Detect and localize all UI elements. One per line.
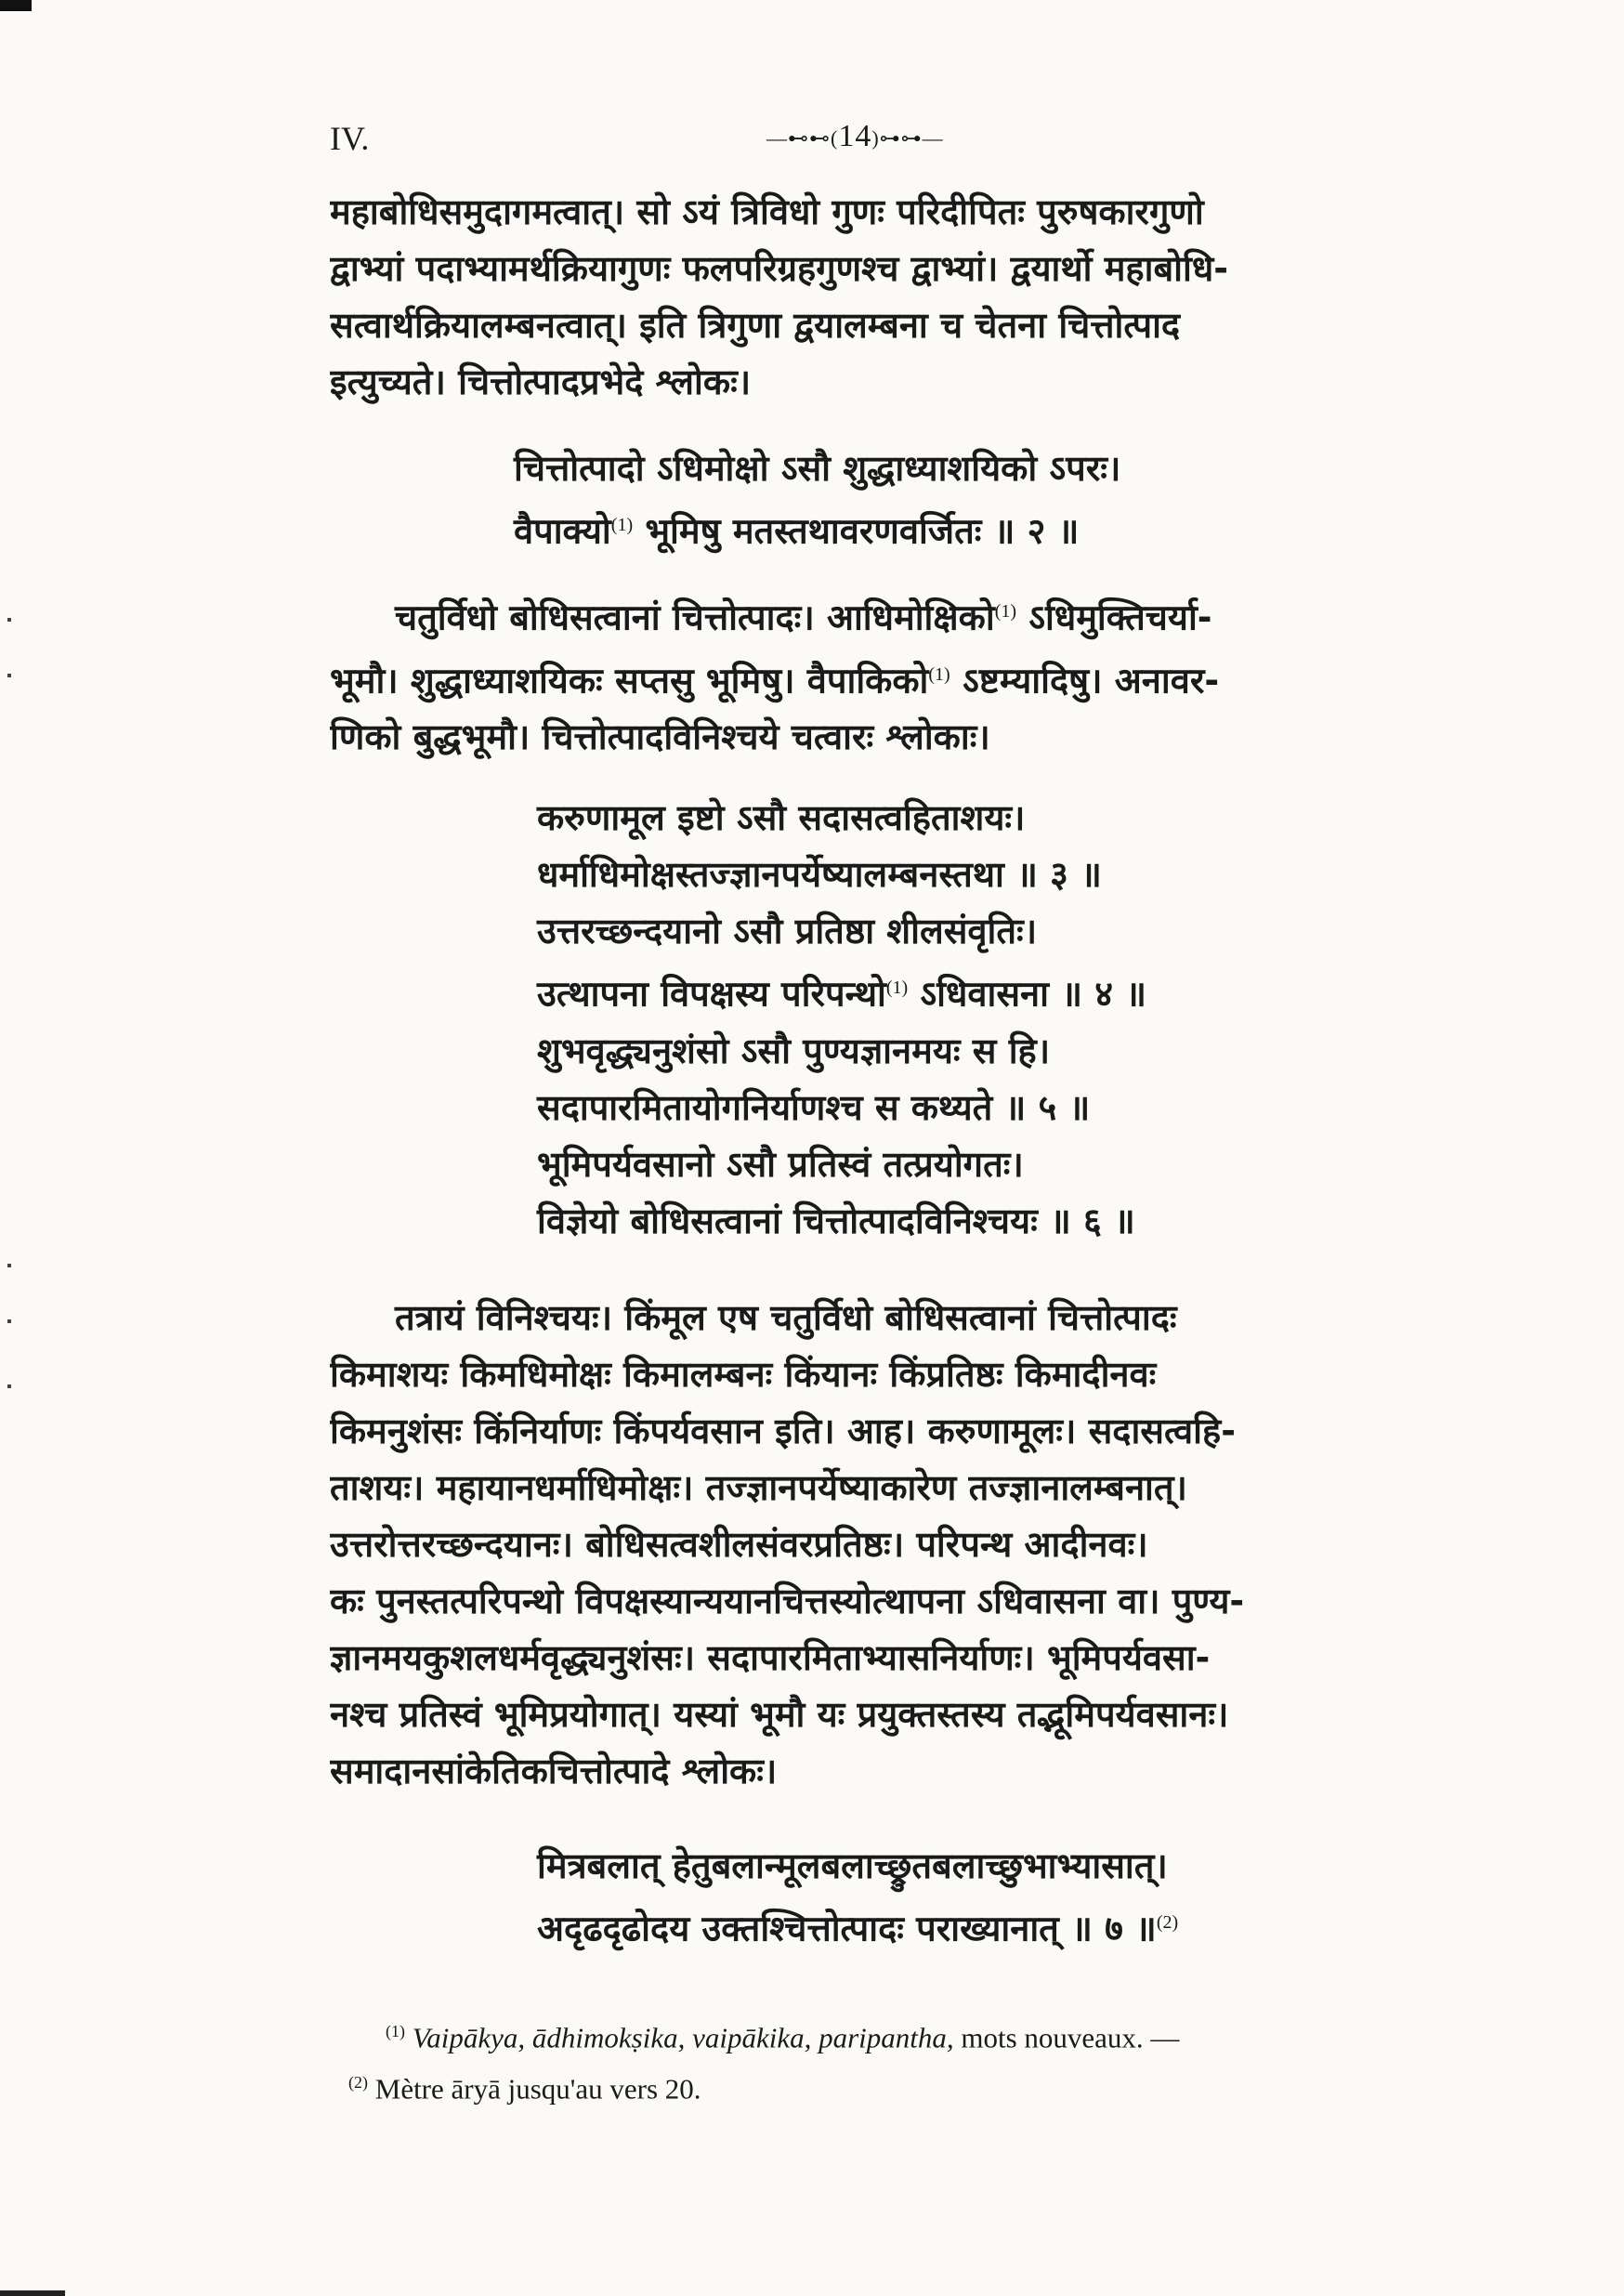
- footnote-ref: (1): [928, 663, 950, 685]
- text-line: नश्च प्रतिस्वं भूमिप्रयोगात्। यस्यां भूमौ यः प्रयुक्तस्तस्य तद्भूमिपर्यवसानः।: [330, 1694, 1229, 1735]
- footnote-ref: (2): [1156, 1912, 1179, 1933]
- footnotes: [348, 2009, 1463, 2112]
- verses-3-6: [537, 790, 1146, 1250]
- verse-text: वैपाक्यो: [514, 510, 611, 552]
- verse-7: [537, 1838, 1178, 1958]
- scan-edge-mark: [0, 2290, 65, 2296]
- ornament-right: )⊶⊶—: [871, 126, 944, 151]
- margin-speck: [7, 1319, 11, 1323]
- verse-text: भूमिषु मतस्तथावरणवर्जितः ॥ २ ॥: [633, 510, 1080, 552]
- footnote-marker: (2): [348, 2073, 368, 2093]
- paragraph-1: [330, 184, 1510, 411]
- margin-speck: [7, 1264, 11, 1267]
- verse-line: [537, 960, 1146, 1023]
- verse-line: करुणामूल इष्टो ऽसौ सदासत्वहिताशयः।: [537, 797, 1026, 838]
- verse-line: भूमिपर्यवसानो ऽसौ प्रतिस्वं तत्प्रयोगतः।: [537, 1143, 1024, 1185]
- verse-line: धर्माधिमोक्षस्तज्ज्ञानपर्येष्यालम्बनस्तथा ॥ ३ ॥: [537, 854, 1102, 895]
- text-line: तत्रायं विनिश्चयः। किंमूल एष चतुर्विधो बोधिसत्वानां चित्तोत्पादः: [395, 1297, 1177, 1338]
- footnote-text: Mètre āryā jusqu'au vers 20.: [368, 2072, 701, 2106]
- text-segment: भूमौ। शुद्धाध्याशयिकः सप्तसु भूमिषु। वैपाकिको: [330, 660, 929, 702]
- text-line: णिको बुद्धभूमौ। चित्तोत्पादविनिश्चये चत्वारः श्लोकाः।: [330, 716, 990, 758]
- paragraph-3: [330, 1290, 1510, 1800]
- verse-line: उत्तरच्छन्दयानो ऽसौ प्रतिष्ठा शीलसंवृतिः।: [537, 911, 1038, 951]
- verse-line: [537, 1895, 1178, 1958]
- text-line: महाबोधिसमुदागमत्वात्। सो ऽयं त्रिविधो गुणः परिदीपितः पुरुषकारगुणो: [330, 191, 1204, 232]
- text-line: द्वाभ्यां पदाभ्यामर्थक्रियागुणः फलपरिग्रहगुणश्च द्वाभ्यां। द्वयार्थो महाबोधि-: [330, 248, 1228, 289]
- text-line: उत्तरोत्तरच्छन्दयानः। बोधिसत्वशीलसंवरप्रतिष्ठः। परिपन्थ आदीनवः।: [330, 1524, 1148, 1565]
- text-segment: ऽष्टम्यादिषु। अनावर-: [950, 660, 1220, 702]
- text-segment: चतुर्विधो बोधिसत्वानां चित्तोत्पादः। आधिमोक्षिको: [395, 597, 995, 638]
- footnote-terms: Vaipākya, ādhimokṣika, vaipākika, paripantha,: [412, 2021, 954, 2054]
- scan-corner-mark: [0, 0, 32, 11]
- footnote-ref: (1): [994, 601, 1017, 622]
- page-header: [330, 119, 1296, 165]
- footnote-marker: (1): [386, 2022, 405, 2040]
- page-number: 14: [838, 119, 872, 153]
- verse-line: शुभवृद्ध्यनुशंसो ऽसौ पुण्यज्ञानमयः स हि।: [537, 1030, 1051, 1071]
- text-line: [330, 647, 1510, 710]
- text-line: समादानसांकेतिकचित्तोत्पादे श्लोकः।: [330, 1751, 778, 1791]
- verse-text: उत्थापना विपक्षस्य परिपन्थो: [537, 973, 886, 1015]
- footnote-text: mots nouveaux. —: [953, 2021, 1180, 2054]
- paragraph-2: [330, 584, 1510, 766]
- verse-line: [514, 497, 1120, 560]
- folio-signature: IV.: [330, 120, 370, 157]
- text-line: ताशयः। महायानधर्माधिमोक्षः। तज्ज्ञानपर्येष्याकारेण तज्ज्ञानालम्बनात्।: [330, 1467, 1187, 1508]
- footnote-ref: (1): [885, 977, 909, 998]
- text-line: सत्वार्थक्रियालम्बनत्वात्। इति त्रिगुणा द्वयालम्बना च चेतना चित्तोत्पाद: [330, 305, 1181, 346]
- text-line: ज्ञानमयकुशलधर्मवृद्ध्यनुशंसः। सदापारमिताभ्यासनिर्याणः। भूमिपर्यवसा-: [330, 1637, 1211, 1678]
- footnote-ref: (1): [610, 515, 634, 535]
- text-segment: ऽधिमुक्तिचर्या-: [1016, 597, 1212, 638]
- verse-line: चित्तोत्पादो ऽधिमोक्षो ऽसौ शुद्धाध्याशयिको ऽपरः।: [514, 448, 1121, 489]
- page-number-line: [766, 119, 944, 154]
- text-line: किमनुशंसः किंनिर्याणः किंपर्यवसान इति। आह। करुणामूलः। सदासत्वहि-: [330, 1410, 1236, 1451]
- verse-text: ऽधिवासना ॥ ४ ॥: [908, 973, 1146, 1015]
- ornament-left: —⊷⊷(: [766, 126, 839, 151]
- margin-speck: [7, 1384, 11, 1388]
- verse-line: विज्ञेयो बोधिसत्वानां चित्तोत्पादविनिश्चयः ॥ ६ ॥: [537, 1200, 1135, 1241]
- verse-2: [514, 440, 1120, 560]
- verse-line: सदापारमितायोगनिर्याणश्च स कथ्यते ॥ ५ ॥: [537, 1086, 1091, 1128]
- text-line: [330, 584, 1510, 647]
- footnote-1: [348, 2009, 1463, 2060]
- verse-text: अदृढदृढोदय उक्तश्चित्तोत्पादः पराख्यानात् ॥ ७ ॥: [537, 1908, 1157, 1949]
- verse-line: मित्रबलात् हेतुबलान्मूलबलाच्छ्रुतबलाच्छुभाभ्यासात्।: [537, 1845, 1168, 1886]
- margin-speck: [7, 618, 11, 622]
- footnote-2: [348, 2060, 1463, 2111]
- text-line: किमाशयः किमधिमोक्षः किमालम्बनः किंयानः किंप्रतिष्ठः किमादीनवः: [330, 1354, 1157, 1395]
- text-line: कः पुनस्तत्परिपन्थो विपक्षस्यान्ययानचित्तस्योत्थापना ऽधिवासना वा। पुण्य-: [330, 1581, 1245, 1621]
- text-line: इत्युच्यते। चित्तोत्पादप्रभेदे श्लोकः।: [330, 361, 752, 402]
- margin-speck: [7, 674, 11, 677]
